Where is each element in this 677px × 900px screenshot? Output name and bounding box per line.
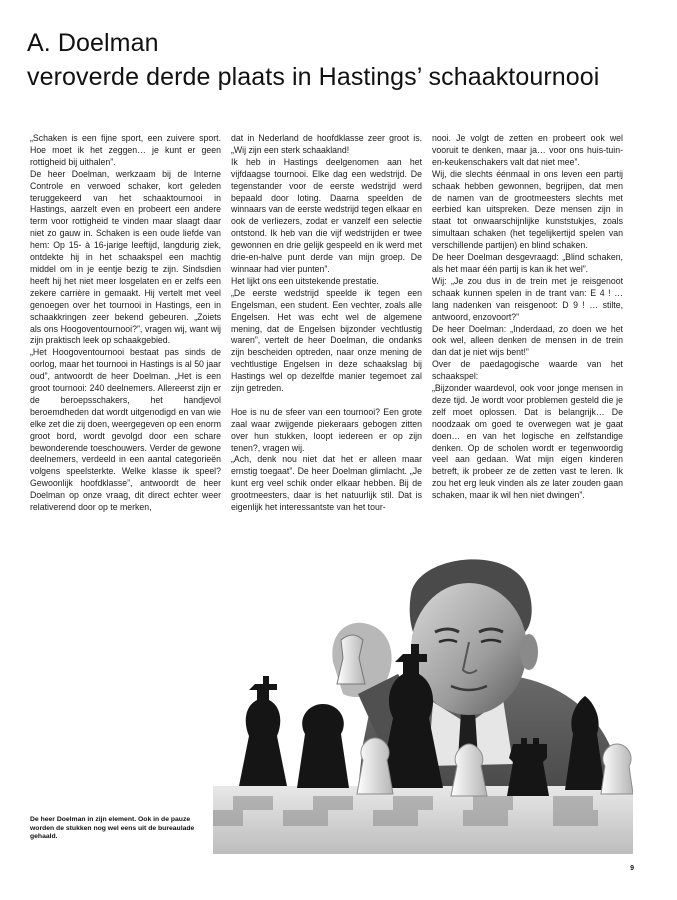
photo-man-playing-chess [213, 534, 633, 854]
article-title-line-1: A. Doelman [27, 29, 159, 57]
paragraph: Hoe is nu de sfeer van een tournooi? Een grote zaal waar zwijgende piekeraars gebogen zitten over hun stukken, loopt iedereen er op zijn tenen?, vragen wij. [231, 406, 422, 453]
paragraph: Over de paedagogische waarde van het schaakspel: [432, 359, 623, 382]
article-title [27, 26, 667, 94]
paragraph: De heer Doelman: „Inderdaad, zo doen we het ook wel, alleen denken de mensen in de trein dan dat je niet wijs bent!” [432, 323, 623, 358]
paragraph: Het lijkt ons een uitstekende prestatie. [231, 275, 379, 286]
paragraph: dat in Nederland de hoofdklasse zeer groot is. „Wij zijn een sterk schaakland! [231, 133, 422, 155]
article-title-line-2: veroverde derde plaats in Hastings’ schaaktournooi [27, 63, 600, 91]
text-column-2 [231, 133, 422, 514]
paragraph: „Ach, denk nou niet dat het er alleen maar ernstig toegaat”. De heer Doelman glimlacht. „Je kunt erg veel schik onder elkaar hebben. Bij de grootmeesters, daar is het natuurlijk stil. Dat is eigenlijk het interessantste van het tour- [231, 454, 422, 513]
paragraph: Ik heb in Hastings deelgenomen aan het vijfdaagse tournooi. Elke dag een wedstrijd. De tegenstander voor de eerste wedstrijd werd bepaald door loting. Daarna speelden de winnaars van de eerste wedstrijd tegen elkaar en ook de verliezers, zodat er vanzelf een selectie ontstond. Ik heb van die vijf wedstrijden er twee gewonnen en drie gelijk gespeeld en ik werd met drie-en-halve punt derde van mijn groep. De winnaar had vier punten”. [231, 156, 422, 274]
paragraph: Wij, die slechts éénmaal in ons leven een partij schaak hebben gewonnen, begrijpen, dat men de namen van de grootmeesters slechts met eerbied kan uitspreken. Deze mensen zijn in staat tot onwaarschijnlijke kunststukjes, zoals simultaan schaken (het tegelijkertijd spelen van verschillende partijen) en blind schaken. [432, 168, 623, 251]
photo-caption: De heer Doelman in zijn element. Ook in de pauze worden de stukken nog wel eens uit de bureaulade gehaald. [30, 816, 195, 841]
page-number: 9 [630, 865, 634, 872]
paragraph: De heer Doelman, werkzaam bij de Interne Controle en verwoed schaker, kort geleden teruggekeerd van het schaaktournooi in Hastings, aarzelt even en probeert een andere term voor rottigheid te vinden maar slaagt daar niet zo gauw in. Schaken is een oude liefde van hem: Op 15- à 16-jarige leeftijd, langdurig ziek, ontdekte hij in het schaakspel een machtig middel om in je eentje bezig te zijn. Sindsdien heeft hij het niet meer losgelaten en er zelfs een zekere carrière in gemaakt. Hij vertelt met veel genoegen over het tournooi in Hastings, een in schaakkringen zeer bekend gebeuren. „Zoiets als ons Hoogoventournooi?”, vragen wij, want wij zijn praktisch leek op schaakgebied. [30, 168, 221, 346]
paragraph: „De eerste wedstrijd speelde ik tegen een Engelsman, een student. Een vechter, zoals alle Engelsen. Het was echt wel de algemene mening, dat de Engelsen bijzonder vechtlustig waren”, vertelt de heer Doelman, die ondanks zijn bescheiden optreden, naar onze mening de vechtlustige Engelsen in deze schaakslag bij Hastings wel op dezelfde manier tegemoet zal zijn getreden. [231, 287, 422, 394]
paragraph: „Het Hoogoventournooi bestaat pas sinds de oorlog, maar het tournooi in Hastings is al 50 jaar oud”, antwoordt de heer Doelman. „Het is een groot tournooi: 240 deelnemers. Allereerst zijn er de beroepsschakers, het handjevol beroemdheden dat wordt uitgenodigd en van wie elke zet die zij doen, weergegeven op een enorm groot bord, wordt gevolgd door een schare bewonderende toeschouwers. Verder de gewone deelnemers, verdeeld in een aantal categorieën volgens speelsterkte. Welke klasse ik speel? Gewoonlijk hoofdklasse”, antwoordt de heer Doelman op onze vraag, dit direct echter weer relativerend door op te merken, [30, 347, 221, 513]
paragraph: Wij: „Je zou dus in de trein met je reisgenoot schaak kunnen spelen in de trant van: E 4 ! … lang nadenken van reisgenoot: D 9 ! … stilte, antwoord, enzovoort?” [432, 275, 623, 322]
text-column-3 [432, 133, 623, 502]
paragraph: De heer Doelman desgevraagd: „Blind schaken, als het maar één partij is kan ik het wel”. [432, 252, 623, 274]
paragraph: nooi. Je volgt de zetten en probeert ook wel vooruit te denken, maar ja… voor ons huis-tuin-en-keukenschakers valt dat niet mee”. [432, 133, 623, 167]
text-column-1 [30, 133, 221, 514]
ear [520, 634, 538, 670]
paragraph: „Schaken is een fijne sport, een zuivere sport. Hoe moet ik het zeggen… je kunt er geen rottigheid bij uithalen”. [30, 133, 221, 167]
paragraph: „Bijzonder waardevol, ook voor jonge mensen in deze tijd. Je wordt voor problemen gesteld die je zelf moet oplossen. Dat is belangrijk… De noodzaak om goed te overwegen wat je gaat doen… en van het logische en zelfstandige denken. Op de scholen wordt er tegenwoordig veel aan gedaan. Wat mijn eigen kinderen betreft, ik probeer ze de zetten vast te leren. Ik zou het erg leuk vinden als ze later zouden gaan schaken, maar ik wil hen niet dwingen”. [432, 383, 623, 501]
